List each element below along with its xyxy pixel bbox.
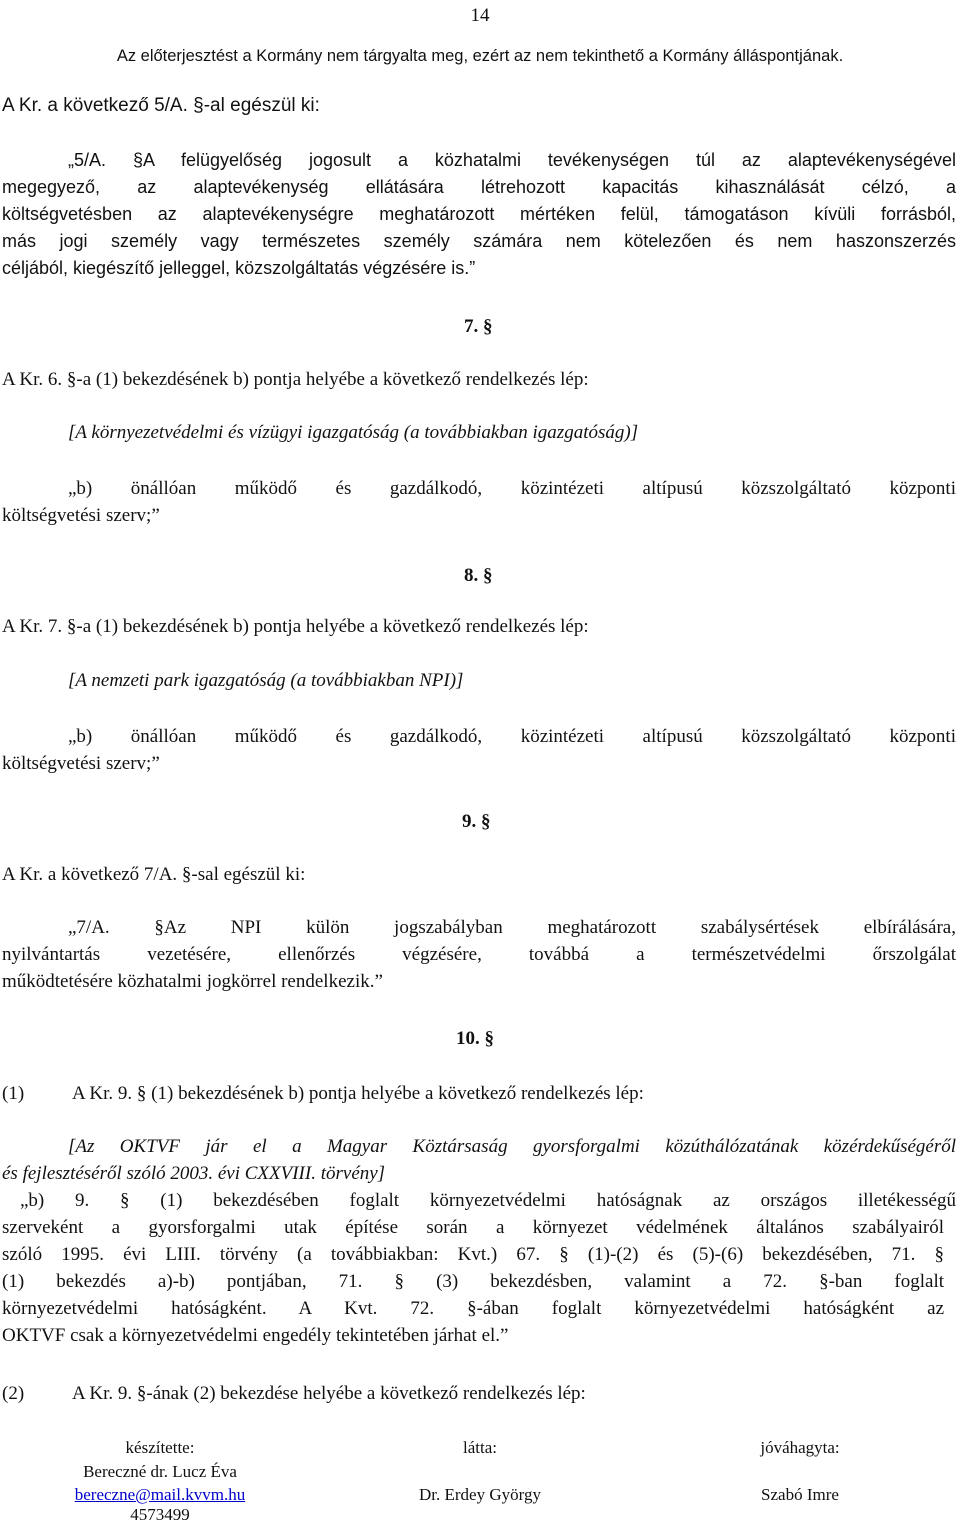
para-7a-line: nyilvántartás vezetésére, ellenőrzés végzésére, továbbá a természetvédelmi őrszolgálat	[2, 944, 956, 965]
section-8-bracket	[68, 667, 463, 694]
section-10-bracket: [Az OKTVF jár el a Magyar Köztársaság gyorsforgalmi közúthálózatának közérdekűségéről	[68, 1136, 956, 1157]
section-10-point-b: szóló 1995. évi LIII. törvény (a továbbiakban: Kvt.) 67. § (1)-(2) és (5)-(6) bekezdésében, 71. §	[2, 1244, 944, 1265]
email-link-text[interactable]: bereczne@mail.kvvm.hu	[74, 1485, 246, 1504]
approved-label: jóváhagyta:	[760, 1438, 840, 1457]
section-8-point-b-cont: költségvetési szerv;”	[2, 753, 160, 774]
prepared-phone: 4573499	[130, 1505, 190, 1524]
para-5a-line: más jogi személy vagy természetes személy számára nem kötelezően és nem haszonszerzés	[2, 231, 956, 251]
section-10-point-b: „b) 9. § (1) bekezdésében foglalt környezetvédelmi hatóságnak az országos illetékességű	[20, 1190, 956, 1211]
section-10-item2: A Kr. 9. §-ának (2) bekezdése helyébe a következő rendelkezés lép:	[72, 1383, 586, 1404]
seen-label: látta:	[463, 1438, 497, 1457]
bracket-text: [A nemzeti park igazgatóság (a továbbiakban NPI)]	[68, 670, 464, 691]
section-10-point-b: környezetvédelmi hatóságként. A Kvt. 72. §-ában foglalt környezetvédelmi hatóságként az	[2, 1298, 944, 1319]
prepared-email-link[interactable]	[40, 1483, 280, 1507]
bracket-text: [A környezetvédelmi és vízügyi igazgatóság (a továbbiakban igazgatóság)]	[68, 422, 639, 443]
page-number: 14	[470, 5, 490, 26]
section-10-point-b: OKTVF csak a környezetvédelmi engedély tekintetében járhat el.”	[2, 1325, 509, 1346]
prepared-name: Bereczné dr. Lucz Éva	[83, 1462, 237, 1481]
para-5a-line: „5/A. §A felügyelőség jogosult a közhatalmi tevékenységen túl az alaptevékenységével	[68, 150, 956, 170]
section-heading-7: 7. §	[464, 316, 493, 337]
section-7-bracket	[68, 419, 638, 446]
item-number: (2)	[2, 1383, 25, 1404]
section-8-intro: A Kr. 7. §-a (1) bekezdésének b) pontja helyébe a következő rendelkezés lép:	[2, 616, 589, 637]
para-7a-line: működtetésére közhatalmi jogkörrel rendelkezik.”	[2, 971, 383, 992]
para-5a-line: céljából, kiegészítő jelleggel, közszolgáltatás végzésére is.”	[2, 258, 476, 278]
section-8-point-b: „b) önállóan működő és gazdálkodó, közintézeti altípusú közszolgáltató központi	[68, 726, 956, 747]
item-number: (1)	[2, 1083, 25, 1104]
para-5a-line: költségvetésben az alaptevékenységre meghatározott mértéken felül, támogatáson kívüli forrásból,	[2, 204, 956, 224]
para-5a-line: megegyező, az alaptevékenység ellátására létrehozott kapacitás kihasználását célzó, a	[2, 177, 956, 197]
prepared-label: készítette:	[125, 1438, 195, 1457]
section-7-point-b: „b) önállóan működő és gazdálkodó, közintézeti altípusú közszolgáltató központi	[68, 478, 956, 499]
section-7-point-b-cont: költségvetési szerv;”	[2, 505, 160, 526]
intro-5a: A Kr. a következő 5/A. §-al egészül ki:	[2, 95, 320, 116]
section-9-intro: A Kr. a következő 7/A. §-sal egészül ki:	[2, 864, 306, 885]
section-10-item1: A Kr. 9. § (1) bekezdésének b) pontja helyébe a következő rendelkezés lép:	[72, 1083, 644, 1104]
section-10-bracket-cont: és fejlesztéséről szóló 2003. évi CXXVIII. törvény]	[2, 1163, 386, 1184]
section-10-point-b: (1) bekezdés a)-b) pontjában, 71. § (3) bekezdésben, valamint a 72. §-ban foglalt	[2, 1271, 944, 1292]
section-heading-9: 9. §	[462, 811, 491, 832]
para-7a-line: „7/A. §Az NPI külön jogszabályban meghatározott szabálysértések elbírálására,	[68, 917, 956, 938]
seen-name: Dr. Erdey György	[419, 1485, 541, 1504]
section-10-point-b: szerveként a gyorsforgalmi utak építése során a környezet védelmének általános szabályairól	[2, 1217, 944, 1238]
disclaimer: Az előterjesztést a Kormány nem tárgyalta meg, ezért az nem tekinthető a Kormány álláspontjának.	[116, 47, 844, 65]
section-7-intro: A Kr. 6. §-a (1) bekezdésének b) pontja helyébe a következő rendelkezés lép:	[2, 369, 589, 390]
section-heading-10: 10. §	[456, 1028, 494, 1049]
approved-name: Szabó Imre	[761, 1485, 839, 1504]
section-heading-8: 8. §	[464, 565, 493, 586]
